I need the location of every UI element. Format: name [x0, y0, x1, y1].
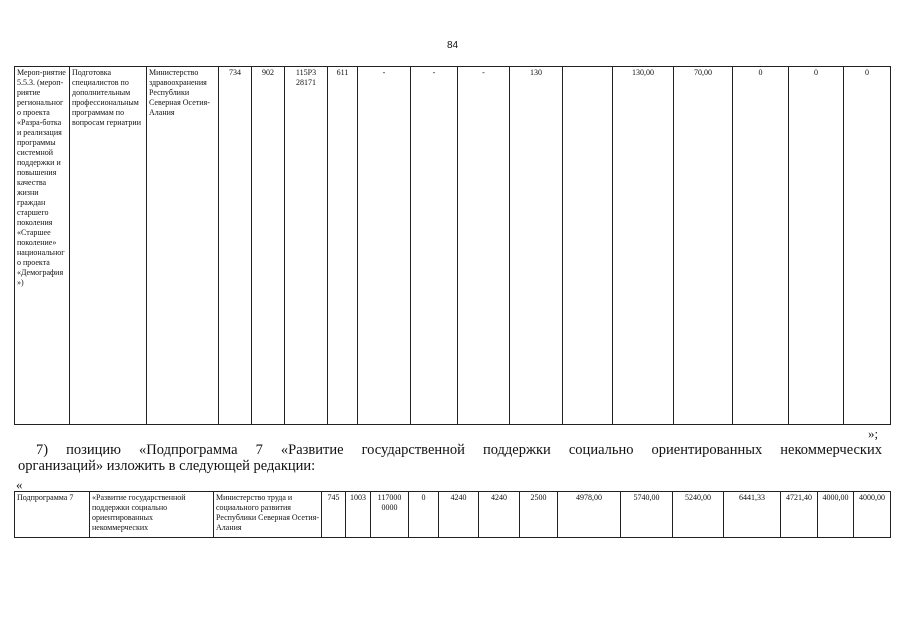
measure-name-cell: Мероп-риятие 5.5.3. (мероп-риятие регионального проекта «Разра-ботка и реализация программы системной поддержки и повышения качества жизни граждан старшего поколения «Старшее поколение» национального проекта «Демография»)	[15, 67, 70, 425]
code-cell: 115Р3 28171	[285, 67, 328, 425]
value-cell: 4721,40	[781, 492, 818, 538]
value-cell: -	[458, 67, 510, 425]
value-cell	[563, 67, 613, 425]
page-number: 84	[446, 40, 459, 51]
measure-description-cell: Подготовка специалистов по дополнительным профессиональным программам по вопросам гериатрии	[70, 67, 147, 425]
executor-cell: Министерство здравоохранения Республики Северная Осетия-Алания	[147, 67, 219, 425]
value-cell: 6441,33	[724, 492, 781, 538]
table-subprogram-7	[14, 491, 891, 538]
closing-quote-mark: »;	[868, 426, 879, 441]
value-cell: 5240,00	[673, 492, 724, 538]
value-cell: 4978,00	[558, 492, 621, 538]
paragraph-line-2: организаций» изложить в следующей редакции:	[18, 458, 316, 474]
subprogram-title-cell: «Развитие государственной поддержки социально ориентированных некоммерческих	[90, 492, 214, 538]
value-cell: 130,00	[613, 67, 674, 425]
amendment-paragraph	[18, 442, 882, 474]
value-cell: 0	[733, 67, 789, 425]
subprogram-name-cell: Подпрограмма 7	[15, 492, 90, 538]
value-cell: 0	[844, 67, 891, 425]
code-cell: 117000 0000	[371, 492, 409, 538]
value-cell: 0	[789, 67, 844, 425]
executor-cell: Министерство труда и социального развития Республики Северная Осетия-Алания	[214, 492, 322, 538]
value-cell: -	[358, 67, 411, 425]
paragraph-line-1: 7) позицию «Подпрограмма 7 «Развитие государственной поддержки социально ориентированных некоммерческих	[36, 442, 882, 458]
value-cell: 4000,00	[854, 492, 891, 538]
code-cell: 902	[252, 67, 285, 425]
code-cell: 0	[409, 492, 439, 538]
value-cell: 5740,00	[621, 492, 673, 538]
value-cell: 4000,00	[818, 492, 854, 538]
table-row	[15, 67, 891, 425]
value-cell: 4240	[439, 492, 479, 538]
value-cell: 70,00	[674, 67, 733, 425]
table-continued-measure	[14, 66, 891, 425]
value-cell: -	[411, 67, 458, 425]
code-cell: 611	[328, 67, 358, 425]
value-cell: 2500	[520, 492, 558, 538]
value-cell: 130	[510, 67, 563, 425]
code-cell: 1003	[346, 492, 371, 538]
code-cell: 734	[219, 67, 252, 425]
value-cell: 4240	[479, 492, 520, 538]
table-row	[15, 492, 891, 538]
opening-quote-mark: «	[16, 477, 23, 492]
code-cell: 745	[322, 492, 346, 538]
